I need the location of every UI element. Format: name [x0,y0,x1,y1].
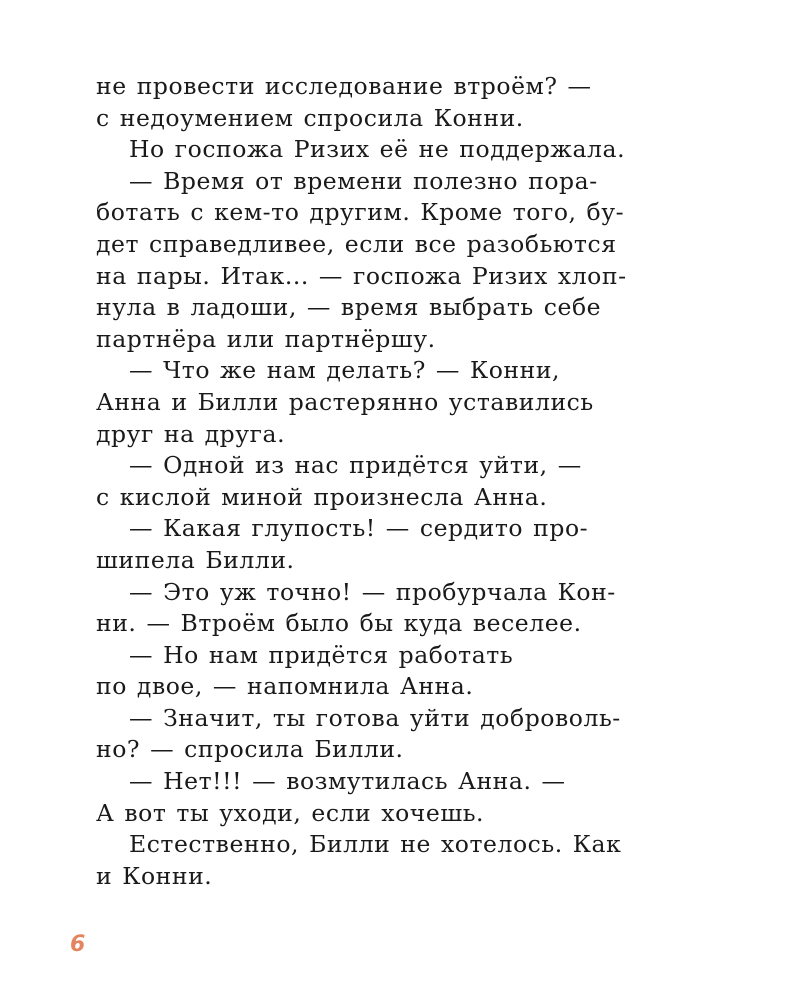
text-line: — Какая глупость! — сердито про- [129,514,589,543]
text-line: друг на друга. [96,419,286,448]
text-line: и Конни. [96,861,213,890]
body-text [96,71,696,892]
text-line: но? — спросила Билли. [96,735,404,764]
text-line: с кислой миной произнесла Анна. [96,482,548,511]
page-number: 6 [70,932,86,957]
text-line: нула в ладоши, — время выбрать себе [96,293,602,322]
text-line: по двое, — напомнила Анна. [96,672,474,701]
text-line: ни. — Втроём было бы куда веселее. [96,609,582,638]
text-line: на пары. Итак... — госпожа Ризих хлоп- [96,261,627,290]
text-line: не провести исследование втроём? — [96,72,592,100]
text-line: Естественно, Билли не хотелось. Как [129,830,622,859]
text-line: — Это уж точно! — пробурчала Кон- [129,577,616,606]
text-line: — Время от времени полезно пора- [129,166,598,195]
text-line: с недоумением спросила Конни. [96,103,524,132]
text-line: — Но нам придётся работать [129,640,514,669]
text-line: — Одной из нас придётся уйти, — [129,451,582,480]
text-line: — Нет!!! — возмутилась Анна. — [129,767,566,796]
text-line: — Что же нам делать? — Конни, [129,356,561,385]
text-line: — Значит, ты готова уйти доброволь- [129,703,621,732]
text-line: Анна и Билли растерянно уставились [96,387,594,416]
text-line: ботать с кем-то другим. Кроме того, бу- [96,198,625,227]
text-line: шипела Билли. [96,545,295,574]
text-line: Но госпожа Ризих её не поддержала. [129,135,626,164]
text-line: партнёра или партнёршу. [96,324,436,353]
text-line: А вот ты уходи, если хочешь. [96,798,485,827]
text-line: дет справедливее, если все разобьются [96,229,617,258]
